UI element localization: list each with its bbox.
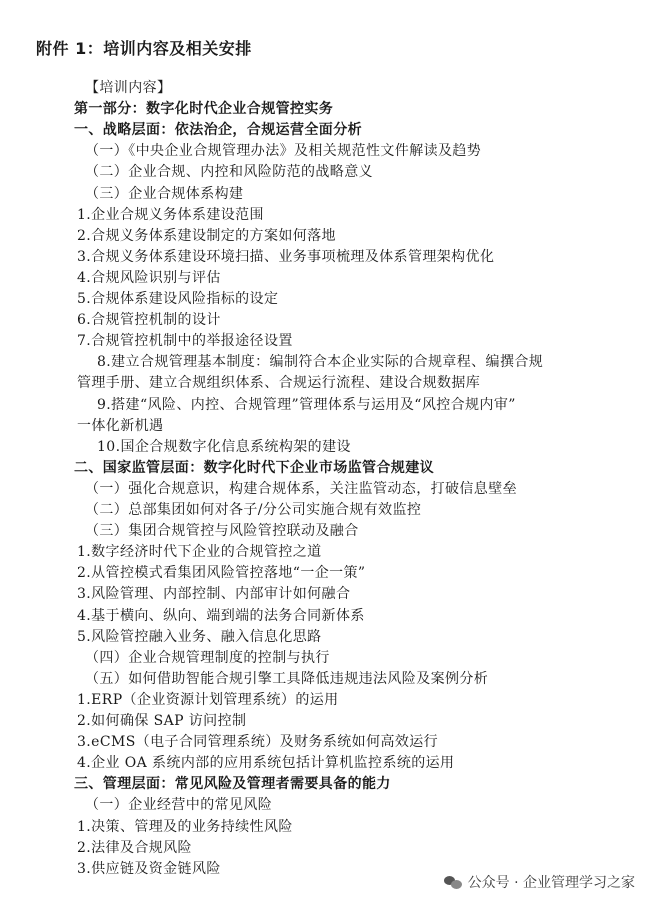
content-line: 2.合规义务体系建设制定的方案如何落地 (77, 227, 336, 244)
content-line: 1.决策、管理及的业务持续性风险 (77, 818, 293, 835)
content-line: 7.合规管控机制中的举报途径设置 (77, 333, 293, 350)
content-line: 1.数字经济时代下企业的合规管控之道 (77, 544, 322, 561)
content-line: 5.合规体系建设风险指标的设定 (77, 291, 279, 307)
content-line: 4.基于横向、纵向、端到端的法务合同新体系 (77, 607, 365, 624)
content-line: 5.风险管控融入业务、融入信息化思路 (77, 628, 322, 645)
section-heading: 一、战略层面：依法治企，合规运营全面分析 (74, 122, 362, 139)
content-line: 3.合规义务体系建设环境扫描、业务事项梳理及体系管理架构优化 (77, 248, 495, 265)
content-line: （五）如何借助智能合规引擎工具降低违规违法风险及案例分析 (85, 670, 489, 687)
watermark-text: 公众号 · 企业管理学习之家 (467, 875, 635, 891)
content-line: （一）企业经营中的常见风险 (85, 797, 273, 814)
wechat-icon (444, 875, 462, 889)
content-line: （三）企业合规体系构建 (85, 185, 244, 202)
content-line: （三）集团合规管控与风险管控联动及融合 (85, 523, 359, 540)
section-heading: 第一部分：数字化时代企业合规管控实务 (74, 101, 334, 118)
section-heading: 三、管理层面：常见风险及管理者需要具备的能力 (74, 776, 391, 793)
content-line: 4.企业 OA 系统内部的应用系统包括计算机监控系统的运用 (77, 755, 455, 772)
content-line: 8.建立合规管理基本制度：编制符合本企业实际的合规章程、编撰合规 (97, 354, 544, 371)
content-line: （四）企业合规管理制度的控制与执行 (85, 649, 330, 666)
content-line: 2.如何确保 SAP 访问控制 (77, 713, 247, 729)
content-line: 3.eCMS（电子合同管理系统）及财务系统如何高效运行 (77, 734, 439, 751)
content-line: 3.供应链及资金链风险 (77, 860, 221, 877)
content-line: 3.风险管理、内部控制、内部审计如何融合 (77, 586, 351, 603)
content-line: 9.搭建“风险、内控、合规管理”管理体系与运用及“风控合规内审” (97, 396, 516, 413)
content-line: 2.从管控模式看集团风险管控落地“一企一策” (77, 565, 366, 582)
content-line: （一）强化合规意识，构建合规体系，关注监管动态，打破信息壁垒 (85, 480, 517, 497)
content-line: 一体化新机遇 (77, 417, 164, 434)
wechat-watermark (444, 872, 635, 892)
attachment-heading: 附件 1：培训内容及相关安排 (36, 39, 252, 58)
content-line: 1.企业合规义务体系建设范围 (77, 206, 264, 223)
content-line: 4.合规风险识别与评估 (77, 269, 221, 286)
content-line: 1.ERP（企业资源计划管理系统）的运用 (77, 691, 339, 708)
content-line: （二）企业合规、内控和风险防范的战略意义 (85, 164, 373, 181)
section-heading: 二、国家监管层面：数字化时代下企业市场监管合规建议 (74, 459, 434, 476)
content-line: 10.国企合规数字化信息系统构架的建设 (97, 438, 351, 455)
content-line: 【培训内容】 (85, 80, 172, 96)
content-line: （二）总部集团如何对各子/分公司实施合规有效监控 (85, 502, 422, 518)
content-line: 2.法律及合规风险 (77, 839, 192, 856)
content-line: （一）《中央企业合规管理办法》及相关规范性文件解读及趋势 (85, 143, 482, 160)
content-line: 管理手册、建立合规组织体系、合规运行流程、建设合规数据库 (77, 375, 481, 392)
content-line: 6.合规管控机制的设计 (77, 312, 221, 329)
